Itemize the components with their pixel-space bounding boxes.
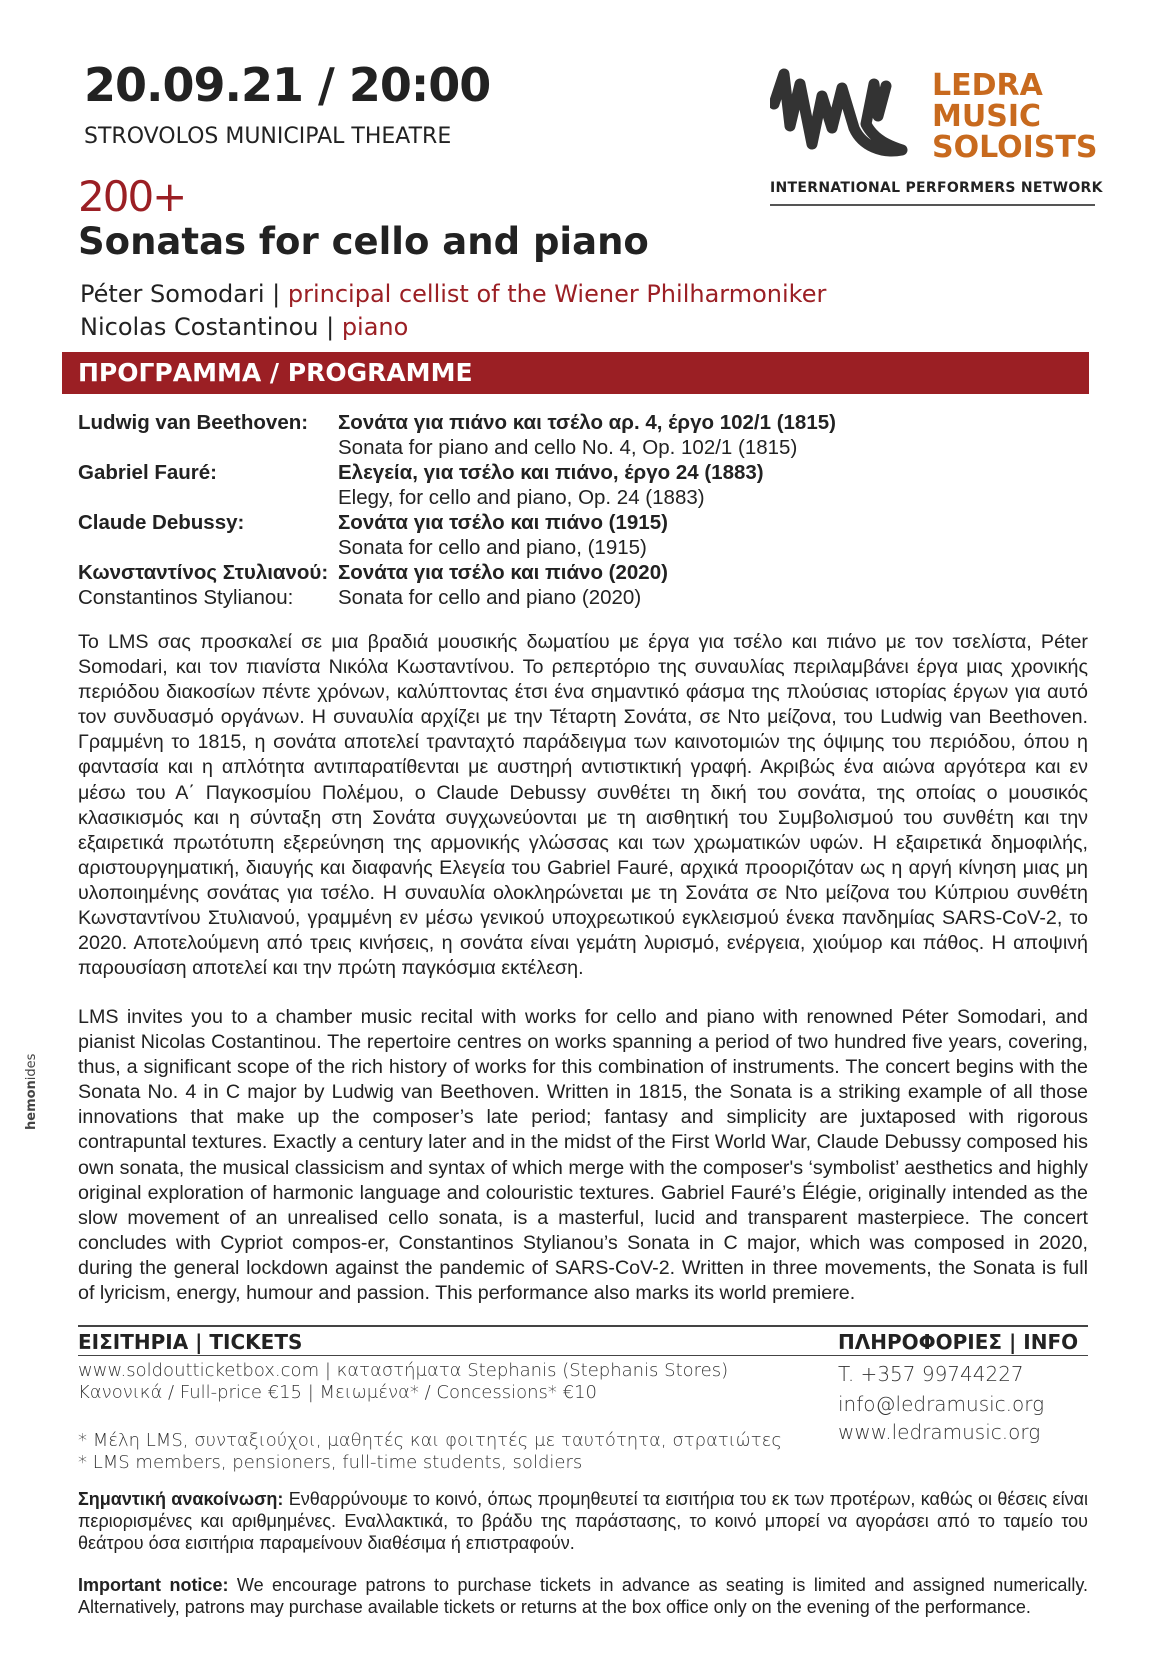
composer-alt	[78, 535, 338, 560]
info-label: ΠΛΗΡΟΦΟΡΙΕΣ | INFO	[838, 1330, 1079, 1354]
work-title-english: Sonata for piano and cello No. 4, Op. 102/1 (1815)	[338, 436, 798, 459]
programme-item-sub	[78, 585, 1088, 610]
programme-item	[78, 510, 1088, 535]
programme-item	[78, 410, 1088, 435]
composer-alt: Constantinos Stylianou:	[78, 586, 294, 609]
work-title-english: Sonata for cello and piano (2020)	[338, 586, 642, 609]
notice-text-greek: Ενθαρρύνουμε το κοινό, όπως προμηθευτεί τα εισιτήρια του εκ των προτέρων, καθώς οι θέσεις είναι περιορισμένες και αριθμημένες. Εναλλακτικά, το βράδυ της παράστασης, το κοινό μπορεί να αγοράσει από το ταμείο του θεάτρου όσα εισιτήρια παραμείνουν διαθέσιμα ή επιστραφούν.	[78, 1489, 1088, 1553]
important-notice-greek	[78, 1488, 1088, 1554]
performer-separator: |	[318, 313, 342, 341]
programme-header-band	[62, 352, 1089, 394]
concert-datetime: 20.09.21 / 20:00	[84, 58, 491, 112]
programme-item	[78, 460, 1088, 485]
logo-line-1: LEDRA	[932, 68, 1043, 103]
composer-alt	[78, 485, 338, 510]
performer-name: Nicolas Costantinou	[80, 313, 319, 341]
composer-name: Κωνσταντίνος Στυλιανού:	[78, 561, 329, 584]
description-english: LMS invites you to a chamber music recital with works for cello and piano with renowned Péter Somodari, and pianist Nicolas Costantinou. The repertoire centres on works spanning a period of two hundred five years, covering, thus, a significant scope of the rich history of works for this combination of instruments. The concert begins with the Sonata No. 4 in C major by Ludwig van Beethoven. Written in 1815, the Sonata is a striking example of all those innovations that make up the composer’s late period; fantasy and simplicity are juxtaposed with rigorous contrapuntal textures. Exactly a century later and in the midst of the First World War, Claude Debussy composed his own sonata, the musical classicism and syntax of which merge with the composer's ‘symbolist’ aesthetics and highly original exploration of harmonic language and colouristic textures. Gabriel Fauré’s Élégie, originally intended as the slow movement of an unrealised cello sonata, is a masterful, lucid and transparent masterpiece. The concert concludes with Cypriot compos-er, Constantinos Stylianou’s Sonata in C major, which was composed in 2020, during the general lockdown against the pandemic of SARS-CoV-2. Written in three movements, the Sonata is full of lyricism, energy, humour and passion. This performance also marks its world premiere.	[78, 1006, 1088, 1305]
performer-role: piano	[341, 313, 409, 341]
tickets-label: ΕΙΣΙΤΗΡΙΑ | TICKETS	[78, 1330, 303, 1354]
lms-monogram-icon	[770, 66, 930, 166]
credit-rest: ides	[24, 1053, 39, 1081]
concert-title: Sonatas for cello and piano	[78, 220, 649, 263]
work-title-english: Sonata for cello and piano, (1915)	[338, 536, 647, 559]
important-notice-english	[78, 1574, 1088, 1618]
programme-item-sub	[78, 435, 1088, 460]
work-title-greek: Σονάτα για τσέλο και πιάνο (2020)	[338, 561, 668, 584]
composer-name: Gabriel Fauré:	[78, 461, 217, 484]
info-phone[interactable]: T. +357 99744227	[838, 1362, 1024, 1386]
performer-line	[80, 280, 826, 308]
tickets-outlets[interactable]: www.soldoutticketbox.com | καταστήματα Stephanis (Stephanis Stores)	[78, 1360, 729, 1381]
performer-role: principal cellist of the Wiener Philharmoniker	[287, 280, 827, 308]
concessions-note-greek: * Μέλη LMS, συνταξιούχοι, μαθητές και φοιτητές με ταυτότητα, στρατιώτες	[78, 1430, 782, 1451]
tickets-info-header	[78, 1325, 1088, 1356]
performer-line	[80, 313, 408, 341]
composer-alt	[78, 435, 338, 460]
notice-text-english: We encourage patrons to purchase tickets in advance as seating is limited and assigned numerically. Alternatively, patrons may purchase available tickets or returns at the box office only on the evening of the performance.	[78, 1575, 1088, 1617]
info-website[interactable]: www.ledramusic.org	[838, 1420, 1041, 1444]
composer-name: Ludwig van Beethoven:	[78, 411, 309, 434]
series-mark: 200+	[78, 172, 186, 221]
description-greek: Το LMS σας προσκαλεί σε μια βραδιά μουσικής δωματίου με έργα για τσέλο και πιάνο με τον τσελίστα, Péter Somodari, και τον πιανίστα Νικόλα Κωσταντίνου. Το ρεπερτόριο της συναυλίας περιλαμβάνει έργα μιας χρονικής περιόδου διακοσίων πέντε χρόνων, καλύπτοντας έτσι ένα σημαντικό φάσμα της πλούσιας ιστορίας έργων για αυτό τον συνδυασμό οργάνων. Η συναυλία αρχίζει με την Τέταρτη Σονάτα, σε Ντο μείζονα, του Ludwig van Beethoven. Γραμμένη το 1815, η σονάτα αποτελεί τρανταχτό παράδειγμα των καινοτομιών της όψιμης του περιόδου, όπου η φαντασία και η απλότητα αντιπαρατίθενται με αυστηρή αντιστικτική γραφή. Ακριβώς ένα αιώνα αργότερα και εν μέσω του Α΄ Παγκοσμίου Πολέμου, ο Claude Debussy συνθέτει τη δική του σονάτα, της οποίας ο μουσικός κλασικισμός και η σύνταξη στη Σονάτα συγχωνεύονται με τη αισθητική του Συμβολισμού του συνθέτη και την εξαιρετικά πρωτότυπη εξερεύνηση της αρμονικής γλώσσας και των χρωματικών υφών. Η εξαιρετικά δημοφιλής, αριστουργηματική, διαυγής και διαφανής Ελεγεία του Gabriel Fauré, αρχικά προοριζόταν ως η αργή κίνηση μιας μη υλοποιημένης σονάτας για τσέλο. Η συναυλία ολοκληρώνεται με τη Σονάτα σε Ντο μείζονα του Κύπριου συνθέτη Κωνσταντίνου Στυλιανού, γραμμένη εν μέσω γενικού υποχρεωτικού εγκλεισμού ένεκα πανδημίας SARS-CoV-2, το 2020. Αποτελούμενη από τρεις κινήσεις, η σονάτα είναι γεμάτη λυρισμό, ενέργεια, χιούμορ και πάθος. Η αποψινή παρουσίαση αποτελεί και την πρώτη παγκόσμια εκτέλεση.	[78, 631, 1088, 980]
info-email[interactable]: info@ledramusic.org	[838, 1392, 1045, 1416]
notice-label-english: Important notice:	[78, 1575, 229, 1595]
work-title-english: Elegy, for cello and piano, Op. 24 (1883)	[338, 486, 705, 509]
performer-name: Péter Somodari	[80, 280, 265, 308]
design-credit	[24, 1050, 39, 1130]
programme-item-sub	[78, 535, 1088, 560]
network-tagline: INTERNATIONAL PERFORMERS NETWORK	[770, 180, 1095, 206]
composer-name: Claude Debussy:	[78, 511, 245, 534]
programme-item	[78, 560, 1088, 585]
programme-list	[78, 410, 1088, 610]
performer-separator: |	[264, 280, 288, 308]
logo-line-2: MUSIC	[932, 99, 1041, 134]
notice-label-greek: Σημαντική ανακοίνωση:	[78, 1489, 284, 1509]
work-title-greek: Σονάτα για τσέλο και πιάνο (1915)	[338, 511, 668, 534]
venue-name: STROVOLOS MUNICIPAL THEATRE	[84, 124, 452, 149]
logo-wordmark	[932, 70, 1098, 163]
work-title-greek: Ελεγεία, για τσέλο και πιάνο, έργο 24 (1883)	[338, 461, 764, 484]
concessions-note-english: * LMS members, pensioners, full-time students, soldiers	[78, 1452, 583, 1473]
work-title-greek: Σονάτα για πιάνο και τσέλο αρ. 4, έργο 102/1 (1815)	[338, 411, 836, 434]
tickets-prices: Κανονικά / Full-price €15 | Μειωμένα* / Concessions* €10	[78, 1382, 597, 1403]
logo-line-3: SOLOISTS	[932, 130, 1098, 165]
programme-item-sub	[78, 485, 1088, 510]
programme-title: ΠΡΟΓΡΑΜΜΑ / PROGRAMME	[78, 358, 473, 387]
credit-bold: hemon	[24, 1080, 39, 1130]
